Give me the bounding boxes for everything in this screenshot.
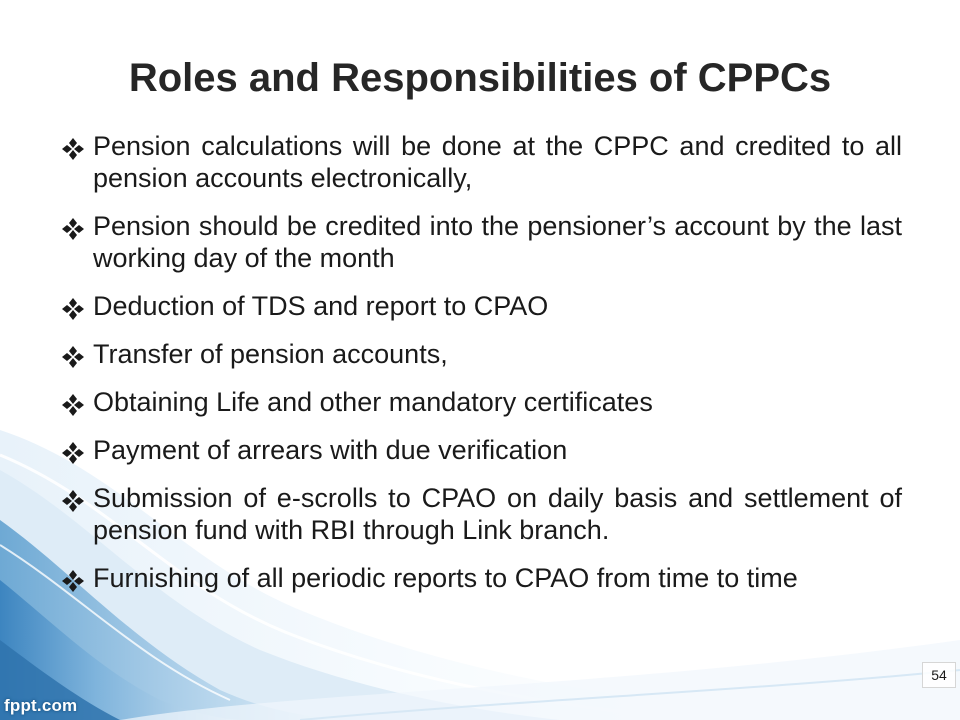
bullet-text: Obtaining Life and other mandatory certificates — [93, 387, 653, 417]
four-diamond-bullet-icon — [62, 562, 88, 594]
page-number: 54 — [922, 662, 956, 688]
bullet-text: Payment of arrears with due verification — [93, 435, 568, 465]
bullet-item — [62, 562, 902, 594]
bullet-item — [62, 290, 902, 322]
bullet-text: Furnishing of all periodic reports to CPAO from time to time — [93, 563, 798, 593]
four-diamond-bullet-icon — [62, 386, 88, 418]
bullet-text: Pension calculations will be done at the CPPC and credited to all pension accounts electronically, — [93, 131, 902, 193]
bullet-list — [62, 130, 902, 606]
four-diamond-bullet-icon — [62, 434, 88, 466]
bullet-item — [62, 210, 902, 274]
bullet-item — [62, 386, 902, 418]
four-diamond-bullet-icon — [62, 210, 88, 242]
bullet-item — [62, 338, 902, 370]
fppt-watermark: fppt.com — [4, 696, 78, 715]
bullet-item — [62, 434, 902, 466]
four-diamond-bullet-icon — [62, 338, 88, 370]
bullet-item — [62, 130, 902, 194]
four-diamond-bullet-icon — [62, 290, 88, 322]
bullet-item — [62, 482, 902, 546]
bullet-text: Deduction of TDS and report to CPAO — [93, 291, 549, 321]
slide-title: Roles and Responsibilities of CPPCs — [128, 56, 832, 100]
four-diamond-bullet-icon — [62, 482, 88, 514]
bullet-text: Transfer of pension accounts, — [93, 339, 448, 369]
bullet-text: Pension should be credited into the pensioner’s account by the last working day of the month — [93, 211, 902, 273]
four-diamond-bullet-icon — [62, 130, 88, 162]
bullet-text: Submission of e-scrolls to CPAO on daily basis and settlement of pension fund with RBI through Link branch. — [93, 483, 902, 545]
